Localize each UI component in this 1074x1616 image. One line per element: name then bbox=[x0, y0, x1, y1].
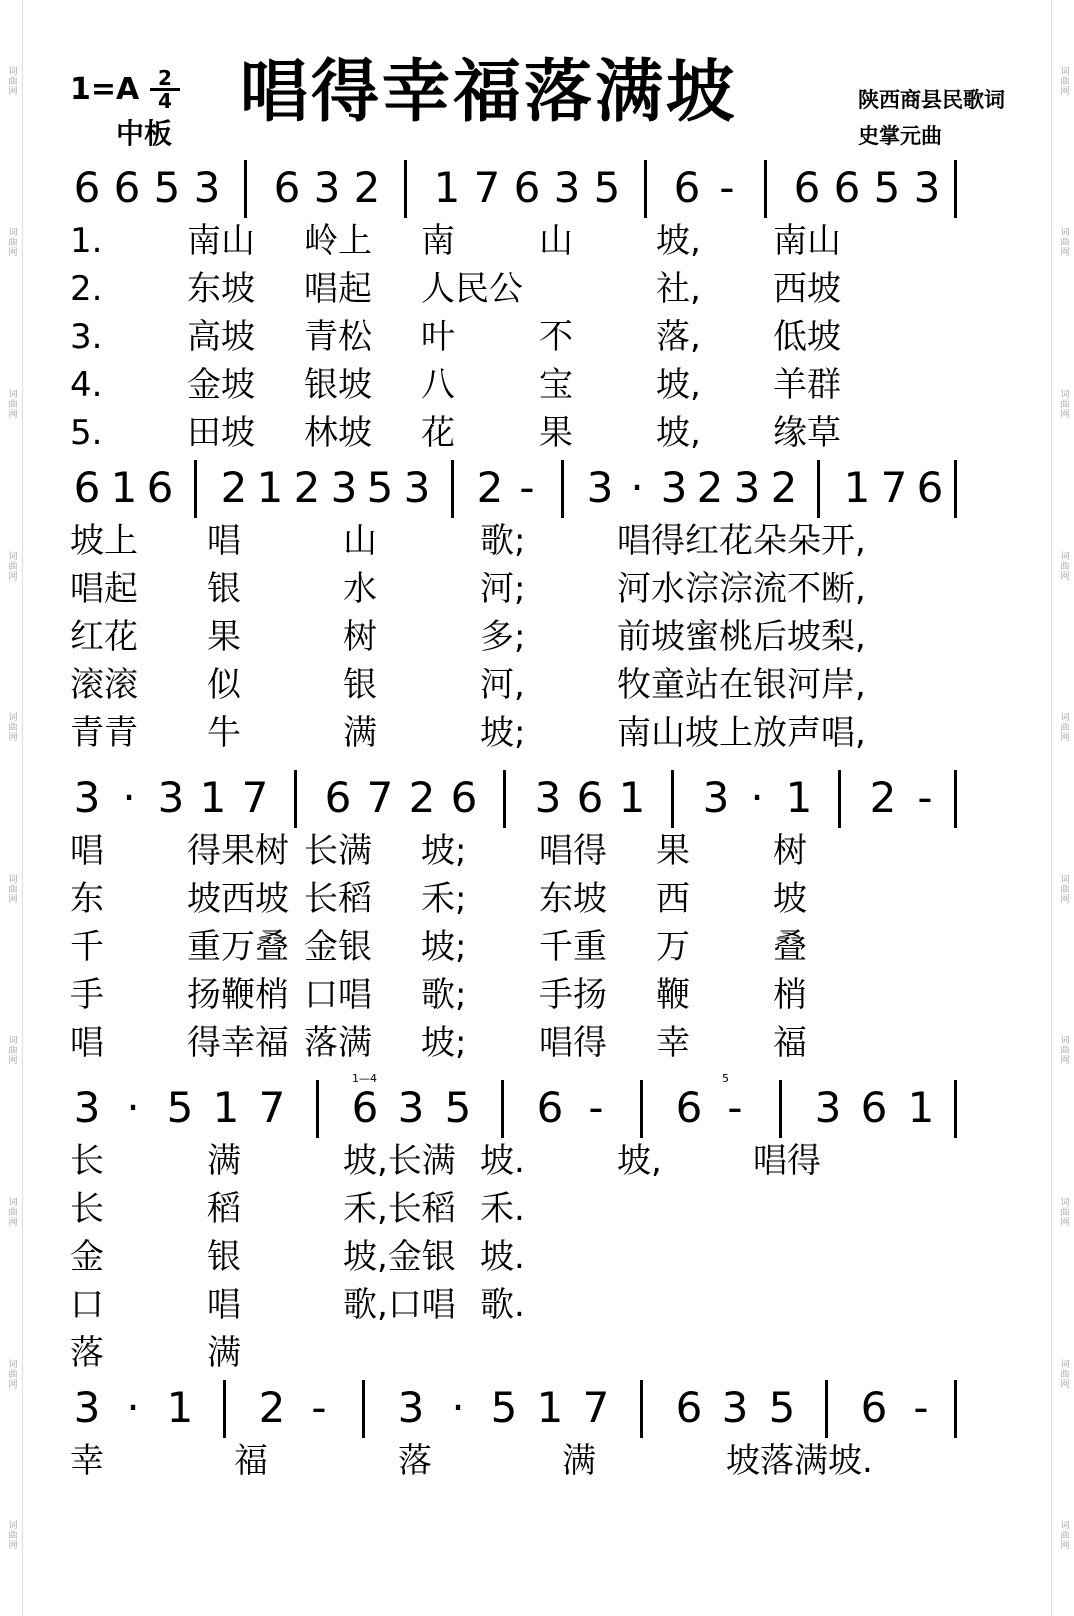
note: 6 bbox=[73, 463, 101, 512]
lyric-line bbox=[70, 1438, 970, 1484]
note: 1 bbox=[843, 463, 871, 512]
barline bbox=[640, 1380, 643, 1438]
lyric-segment: 滚滚 bbox=[70, 665, 138, 705]
lyric-segment: 唱得红花 bbox=[617, 521, 753, 561]
lyric-line bbox=[70, 1282, 970, 1328]
lyric-segment: 唱 bbox=[207, 1285, 241, 1325]
lyric-segment: 山 bbox=[343, 521, 377, 561]
note: 6 bbox=[450, 773, 478, 822]
lyric-line bbox=[70, 1138, 970, 1184]
lyric-segment: 东 bbox=[70, 879, 104, 919]
lyric-line bbox=[70, 924, 970, 970]
watermark-text: 词曲网 bbox=[1058, 1196, 1069, 1227]
lyric-segment: 幸 bbox=[70, 1441, 104, 1481]
lyric-segment: 唱起 bbox=[304, 269, 372, 309]
barline bbox=[954, 770, 957, 828]
lyric-segment: 梢 bbox=[773, 975, 807, 1015]
lyric-segment: 红花 bbox=[70, 617, 138, 657]
lyric-segment: 坡; bbox=[480, 713, 526, 753]
watermark-text: 词曲网 bbox=[6, 873, 17, 904]
watermark-text: 词曲网 bbox=[1058, 550, 1069, 581]
barline bbox=[503, 770, 506, 828]
lyric-line bbox=[70, 266, 970, 312]
note: 2 bbox=[258, 1383, 286, 1432]
note: · bbox=[630, 463, 644, 512]
lyric-segment: 落 bbox=[398, 1441, 432, 1481]
note: 2 bbox=[696, 463, 724, 512]
lyric-segment: 鞭 bbox=[656, 975, 690, 1015]
lyric-segment: 千 bbox=[70, 927, 104, 967]
note: 7 bbox=[366, 773, 394, 822]
lyric-line bbox=[70, 710, 970, 756]
note: 3 bbox=[73, 1083, 101, 1132]
lyric-segment: 歌; bbox=[480, 521, 526, 561]
lyric-segment: 5. bbox=[70, 413, 103, 453]
note: - bbox=[917, 773, 933, 822]
lyric-segment: 不 bbox=[539, 317, 573, 357]
note: 1 bbox=[907, 1083, 935, 1132]
note: 7 bbox=[241, 773, 269, 822]
lyric-segment: 青松 bbox=[304, 317, 372, 357]
note: 5 bbox=[490, 1383, 518, 1432]
note: 2 bbox=[220, 463, 248, 512]
lyric-segment: 后坡梨, bbox=[753, 617, 866, 657]
lyric-segment: 南山 bbox=[187, 221, 255, 261]
lyric-segment: 禾; bbox=[421, 879, 467, 919]
lyric-segment: 低坡 bbox=[773, 317, 841, 357]
lyric-segment: 坡, bbox=[656, 221, 701, 261]
barline bbox=[244, 160, 247, 218]
lyric-segment: 歌; bbox=[421, 975, 467, 1015]
lyric-segment: 满 bbox=[207, 1141, 241, 1181]
watermark-text: 词曲网 bbox=[6, 227, 17, 258]
barline bbox=[954, 1080, 957, 1138]
note: 6 bbox=[916, 463, 944, 512]
note: · bbox=[126, 1083, 140, 1132]
watermark-text: 词曲网 bbox=[1058, 712, 1069, 743]
note: 6 bbox=[113, 163, 141, 212]
lyric-segment: 扬鞭梢 bbox=[187, 975, 289, 1015]
barline bbox=[644, 160, 647, 218]
lyric-segment: 满 bbox=[343, 713, 377, 753]
note: 1 bbox=[618, 773, 646, 822]
note: 3 bbox=[73, 773, 101, 822]
lyric-line bbox=[70, 1234, 970, 1280]
lyric-line bbox=[70, 614, 970, 660]
lyric-segment: 歌,口唱 bbox=[343, 1285, 456, 1325]
note: - bbox=[719, 163, 735, 212]
lyric-segment: 坡, bbox=[617, 1141, 662, 1181]
lyric-segment: 水 bbox=[343, 569, 377, 609]
note: 1 bbox=[785, 773, 813, 822]
lyric-line bbox=[70, 410, 970, 456]
note: 3 bbox=[721, 1383, 749, 1432]
lyric-line bbox=[70, 218, 970, 264]
note: 5 bbox=[166, 1083, 194, 1132]
note: 3 bbox=[397, 1083, 425, 1132]
note: 3 bbox=[814, 1083, 842, 1132]
lyric-segment: 坡西坡 bbox=[187, 879, 289, 919]
lyric-line bbox=[70, 1186, 970, 1232]
barline bbox=[779, 1080, 782, 1138]
note: - bbox=[311, 1383, 327, 1432]
lyric-segment: 银 bbox=[207, 1237, 241, 1277]
lyric-segment: 青青 bbox=[70, 713, 138, 753]
note: 3 bbox=[313, 163, 341, 212]
note: 3 bbox=[586, 463, 614, 512]
composer-credit: 史掌元曲 bbox=[858, 124, 942, 148]
lyric-segment: 花 bbox=[421, 413, 455, 453]
lyric-segment: 落满 bbox=[304, 1023, 372, 1063]
lyric-segment: 福 bbox=[773, 1023, 807, 1063]
note: 1 bbox=[110, 463, 138, 512]
lyric-segment: 西 bbox=[656, 879, 690, 919]
barline bbox=[194, 460, 197, 518]
barline bbox=[501, 1080, 504, 1138]
volta-bracket-label: 1—4 bbox=[352, 1072, 377, 1085]
lyric-line bbox=[70, 314, 970, 360]
barline bbox=[671, 770, 674, 828]
note: 2 bbox=[476, 463, 504, 512]
watermark-text: 词曲网 bbox=[6, 65, 17, 96]
lyric-segment: 河, bbox=[480, 665, 525, 705]
barline bbox=[561, 460, 564, 518]
watermark-text: 词曲网 bbox=[6, 1358, 17, 1389]
lyric-segment: 幸 bbox=[656, 1023, 690, 1063]
lyric-segment: 坡. bbox=[480, 1141, 525, 1181]
lyric-segment: 田坡 bbox=[187, 413, 255, 453]
note: 1 bbox=[199, 773, 227, 822]
lyric-segment: 叶 bbox=[421, 317, 455, 357]
lyric-segment: 缘草 bbox=[773, 413, 841, 453]
lyric-segment: 唱得 bbox=[539, 1023, 607, 1063]
note: 2 bbox=[353, 163, 381, 212]
lyric-segment: 银 bbox=[207, 569, 241, 609]
lyric-segment: 福 bbox=[234, 1441, 268, 1481]
note: 6 bbox=[324, 773, 352, 822]
meter-top: 2 bbox=[150, 68, 180, 91]
lyric-segment: 千重 bbox=[539, 927, 607, 967]
note: 5 bbox=[873, 163, 901, 212]
lyric-segment: 满 bbox=[562, 1441, 596, 1481]
lyric-segment: 坡,长满 bbox=[343, 1141, 456, 1181]
song-title: 唱得幸福落满坡 bbox=[240, 53, 738, 132]
note: 6 bbox=[675, 1083, 703, 1132]
repeat-barline bbox=[640, 1080, 643, 1138]
note: 6 bbox=[576, 773, 604, 822]
lyric-segment: 稻 bbox=[207, 1189, 241, 1229]
note: 2 bbox=[869, 773, 897, 822]
lyric-segment: 林坡 bbox=[304, 413, 372, 453]
lyric-segment: 1. bbox=[70, 221, 103, 261]
barline bbox=[954, 1380, 957, 1438]
note: 1 bbox=[212, 1083, 240, 1132]
lyric-segment: 果 bbox=[539, 413, 573, 453]
note: 6 bbox=[793, 163, 821, 212]
note: 6 bbox=[675, 1383, 703, 1432]
note: 6 bbox=[146, 463, 174, 512]
note: 3 bbox=[660, 463, 688, 512]
lyric-segment: 长 bbox=[70, 1189, 104, 1229]
note: · bbox=[451, 1383, 465, 1432]
note: 3 bbox=[193, 163, 221, 212]
lyric-segment: 坡, bbox=[656, 413, 701, 453]
watermark-text: 词曲网 bbox=[6, 1196, 17, 1227]
watermark-text: 词曲网 bbox=[1058, 1520, 1069, 1551]
note: 5 bbox=[444, 1083, 472, 1132]
barline bbox=[817, 460, 820, 518]
note: 2 bbox=[408, 773, 436, 822]
lyric-line bbox=[70, 1330, 970, 1376]
lyric-segment: 果 bbox=[656, 831, 690, 871]
lyric-segment: 南山 bbox=[773, 221, 841, 261]
lyric-segment: 4. bbox=[70, 365, 103, 405]
lyric-segment: 金银 bbox=[304, 927, 372, 967]
lyric-segment: 河水淙淙 bbox=[617, 569, 753, 609]
lyric-segment: 3. bbox=[70, 317, 103, 357]
barline bbox=[451, 460, 454, 518]
lyric-segment: 金坡 bbox=[187, 365, 255, 405]
lyric-segment: 长满 bbox=[304, 831, 372, 871]
note: 5 bbox=[768, 1383, 796, 1432]
note: 2 bbox=[770, 463, 798, 512]
note: - bbox=[727, 1083, 743, 1132]
lyric-line bbox=[70, 1020, 970, 1066]
note: 2 bbox=[293, 463, 321, 512]
note: · bbox=[126, 1383, 140, 1432]
lyric-segment: 树 bbox=[773, 831, 807, 871]
lyric-line bbox=[70, 828, 970, 874]
lyric-segment: 树 bbox=[343, 617, 377, 657]
note: 5 bbox=[593, 163, 621, 212]
watermark-text: 词曲网 bbox=[1058, 873, 1069, 904]
lyric-segment: 果 bbox=[207, 617, 241, 657]
key-signature: 1=A bbox=[70, 72, 140, 107]
lyric-segment: 银河岸, bbox=[753, 665, 866, 705]
lyric-segment: 羊群 bbox=[773, 365, 841, 405]
note: 1 bbox=[433, 163, 461, 212]
note: - bbox=[913, 1383, 929, 1432]
note: 3 bbox=[733, 463, 761, 512]
lyric-segment: 坡落满坡. bbox=[726, 1441, 873, 1481]
barline bbox=[954, 460, 957, 518]
meter-bottom: 4 bbox=[158, 89, 172, 113]
lyric-segment: 南山坡上 bbox=[617, 713, 753, 753]
lyric-segment: 满 bbox=[207, 1333, 241, 1373]
lyric-segment: 人民公 bbox=[421, 269, 523, 309]
lyric-segment: 得果树 bbox=[187, 831, 289, 871]
note: 6 bbox=[860, 1083, 888, 1132]
lyric-segment: 山 bbox=[539, 221, 573, 261]
note: 1 bbox=[536, 1383, 564, 1432]
lyric-segment: 前坡蜜桃 bbox=[617, 617, 753, 657]
note: 7 bbox=[880, 463, 908, 512]
barline bbox=[825, 1380, 828, 1438]
note: · bbox=[750, 773, 764, 822]
note: 6 bbox=[273, 163, 301, 212]
lyric-segment: 禾. bbox=[480, 1189, 525, 1229]
note: 3 bbox=[702, 773, 730, 822]
lyric-segment: 唱 bbox=[70, 831, 104, 871]
lyric-segment: 社, bbox=[656, 269, 701, 309]
tempo-marking: 中板 bbox=[116, 117, 173, 150]
lyric-segment: 河; bbox=[480, 569, 526, 609]
lyric-segment: 高坡 bbox=[187, 317, 255, 357]
note: 3 bbox=[157, 773, 185, 822]
volta-bracket-label: 5 bbox=[722, 1072, 729, 1085]
lyric-segment: 手扬 bbox=[539, 975, 607, 1015]
watermark-text: 词曲网 bbox=[1058, 65, 1069, 96]
lyric-segment: 手 bbox=[70, 975, 104, 1015]
lyric-segment: 长稻 bbox=[304, 879, 372, 919]
note: 6 bbox=[673, 163, 701, 212]
note: 3 bbox=[73, 1383, 101, 1432]
note: 3 bbox=[330, 463, 358, 512]
watermark-text: 词曲网 bbox=[1058, 1035, 1069, 1066]
note: 7 bbox=[473, 163, 501, 212]
barline bbox=[223, 1380, 226, 1438]
note: 5 bbox=[153, 163, 181, 212]
lyric-segment: 牧童站在 bbox=[617, 665, 753, 705]
lyric-segment: 得幸福 bbox=[187, 1023, 289, 1063]
note: 6 bbox=[833, 163, 861, 212]
note: 3 bbox=[553, 163, 581, 212]
lyric-segment: 口 bbox=[70, 1285, 104, 1325]
lyric-segment: 坡. bbox=[480, 1237, 525, 1277]
note: 6 bbox=[860, 1383, 888, 1432]
barline bbox=[954, 160, 957, 218]
lyric-segment: 歌. bbox=[480, 1285, 525, 1325]
watermark-text: 词曲网 bbox=[6, 1520, 17, 1551]
note: 6 bbox=[73, 163, 101, 212]
lyric-line bbox=[70, 972, 970, 1018]
lyric-line bbox=[70, 362, 970, 408]
lyric-segment: 岭上 bbox=[304, 221, 372, 261]
lyric-segment: 放声唱, bbox=[753, 713, 866, 753]
watermark-text: 词曲网 bbox=[6, 388, 17, 419]
lyric-segment: 金 bbox=[70, 1237, 104, 1277]
lyric-segment: 牛 bbox=[207, 713, 241, 753]
lyric-segment: 唱 bbox=[70, 1023, 104, 1063]
barline bbox=[404, 160, 407, 218]
watermark-text: 词曲网 bbox=[6, 712, 17, 743]
note: - bbox=[588, 1083, 604, 1132]
lyric-segment: 落 bbox=[70, 1333, 104, 1373]
lyric-segment: 唱起 bbox=[70, 569, 138, 609]
watermark-text: 词曲网 bbox=[6, 1035, 17, 1066]
lyric-segment: 坡上 bbox=[70, 521, 138, 561]
lyric-line bbox=[70, 876, 970, 922]
barline bbox=[838, 770, 841, 828]
lyric-line bbox=[70, 518, 970, 564]
lyric-segment: 口唱 bbox=[304, 975, 372, 1015]
lyricist-credit: 陕西商县民歌词 bbox=[858, 88, 1005, 112]
lyric-segment: 坡 bbox=[773, 879, 807, 919]
watermark-text: 词曲网 bbox=[1058, 1358, 1069, 1389]
watermark-strip-right bbox=[1051, 0, 1074, 1616]
watermark-strip-left bbox=[0, 0, 23, 1616]
lyric-segment: 唱得 bbox=[539, 831, 607, 871]
lyric-segment: 万 bbox=[656, 927, 690, 967]
barline bbox=[316, 1080, 319, 1138]
note: 3 bbox=[913, 163, 941, 212]
watermark-text: 词曲网 bbox=[1058, 227, 1069, 258]
note: - bbox=[519, 463, 535, 512]
lyric-segment: 似 bbox=[207, 665, 241, 705]
barline bbox=[294, 770, 297, 828]
lyric-segment: 银 bbox=[343, 665, 377, 705]
lyric-segment: 坡; bbox=[421, 927, 467, 967]
time-signature bbox=[150, 68, 180, 111]
note: 1 bbox=[166, 1383, 194, 1432]
lyric-segment: 2. bbox=[70, 269, 103, 309]
lyric-line bbox=[70, 566, 970, 612]
lyric-segment: 东坡 bbox=[539, 879, 607, 919]
watermark-text: 词曲网 bbox=[1058, 388, 1069, 419]
note: 6 bbox=[351, 1083, 379, 1132]
lyric-segment: 坡; bbox=[421, 831, 467, 871]
lyric-segment: 叠 bbox=[773, 927, 807, 967]
lyric-segment: 坡; bbox=[421, 1023, 467, 1063]
lyric-segment: 坡, bbox=[656, 365, 701, 405]
note: 5 bbox=[366, 463, 394, 512]
lyric-segment: 重万叠 bbox=[187, 927, 289, 967]
note: 7 bbox=[258, 1083, 286, 1132]
barline bbox=[764, 160, 767, 218]
lyric-segment: 流不断, bbox=[753, 569, 866, 609]
lyric-line bbox=[70, 662, 970, 708]
note: · bbox=[122, 773, 136, 822]
lyric-segment: 南 bbox=[421, 221, 455, 261]
watermark-text: 词曲网 bbox=[6, 550, 17, 581]
lyric-segment: 坡,金银 bbox=[343, 1237, 456, 1277]
lyric-segment: 多; bbox=[480, 617, 526, 657]
lyric-segment: 宝 bbox=[539, 365, 573, 405]
lyric-segment: 银坡 bbox=[304, 365, 372, 405]
note: 1 bbox=[256, 463, 284, 512]
note: 6 bbox=[536, 1083, 564, 1132]
note: 3 bbox=[534, 773, 562, 822]
note: 3 bbox=[397, 1383, 425, 1432]
lyric-segment: 东坡 bbox=[187, 269, 255, 309]
note: 7 bbox=[582, 1383, 610, 1432]
lyric-segment: 西坡 bbox=[773, 269, 841, 309]
lyric-segment: 长 bbox=[70, 1141, 104, 1181]
lyric-segment: 唱 bbox=[207, 521, 241, 561]
lyric-segment: 八 bbox=[421, 365, 455, 405]
note: 6 bbox=[513, 163, 541, 212]
note: 3 bbox=[403, 463, 431, 512]
barline bbox=[362, 1380, 365, 1438]
lyric-segment: 唱得 bbox=[753, 1141, 821, 1181]
lyric-segment: 落, bbox=[656, 317, 701, 357]
lyric-segment: 禾,长稻 bbox=[343, 1189, 456, 1229]
lyric-segment: 朵朵开, bbox=[753, 521, 866, 561]
